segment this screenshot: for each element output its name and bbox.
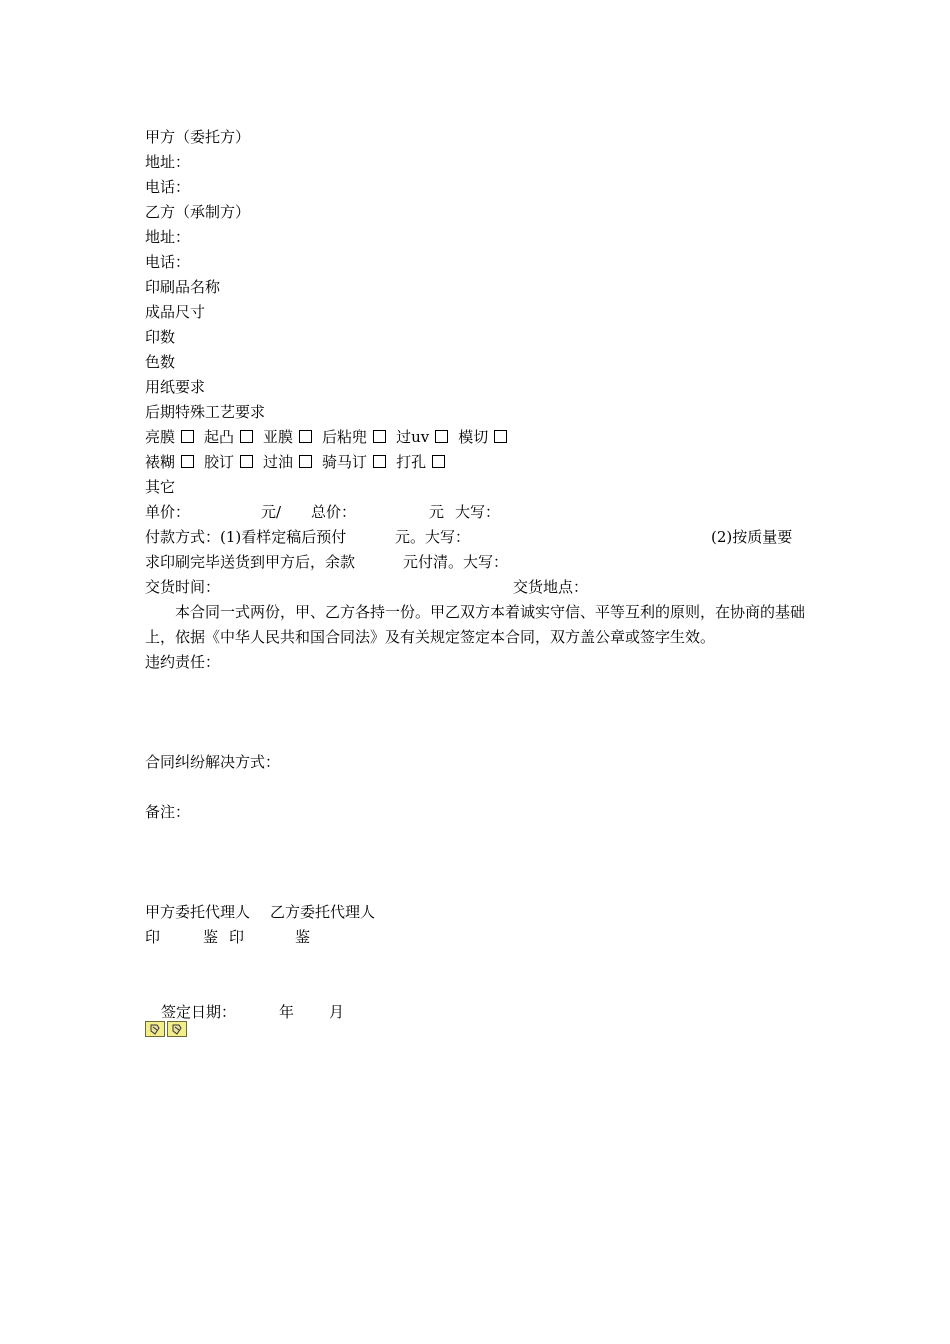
unit-price-label: 单价： [145, 503, 191, 521]
total-price-label: 总价： [311, 503, 357, 521]
checkbox[interactable] [240, 455, 253, 468]
dispute-label: 合同纠纷解决方式： [145, 753, 281, 771]
embedded-object-icon[interactable] [145, 1021, 165, 1037]
quantity-label: 印数 [145, 328, 176, 346]
option-item: 起凸 [204, 425, 263, 450]
checkbox[interactable] [373, 455, 386, 468]
payment-balance: 求印刷完毕送货到甲方后，余款 [145, 553, 356, 571]
seal-jian-a: 鉴 [203, 928, 219, 946]
checkbox[interactable] [181, 430, 194, 443]
contract-page [145, 125, 810, 1025]
party-a-address: 地址： [145, 153, 191, 171]
payment-balance-capital: 元付清。大写： [403, 553, 509, 571]
option-item: 后粘兜 [322, 425, 396, 450]
agents-line [145, 900, 810, 925]
yuan-label: 元 [429, 503, 445, 521]
payment-yuan-capital: 元。大写： [395, 528, 471, 546]
party-a-phone: 电话： [145, 178, 191, 196]
delivery-time-label: 交货时间： [145, 578, 221, 596]
option-item: 亚膜 [263, 425, 322, 450]
checkbox[interactable] [181, 455, 194, 468]
payment-line-2 [145, 550, 810, 575]
checkbox[interactable] [432, 455, 445, 468]
option-item: 亮膜 [145, 425, 204, 450]
contract-clause: 本合同一式两份，甲、乙方各持一份。甲乙双方本着诚实守信、平等互利的原则，在协商的基础上，依据《中华人民共和国合同法》及有关规定签定本合同，双方盖公章或签字生效。 [145, 603, 806, 646]
option-item: 骑马订 [322, 450, 396, 475]
sign-date-label: 签定日期： [161, 1003, 237, 1021]
checkbox[interactable] [240, 430, 253, 443]
payment-line-1 [145, 525, 810, 550]
payment-clause-2: (2)按质量要 [711, 528, 793, 546]
options-row-2 [145, 450, 810, 475]
sign-date-line [145, 1000, 810, 1025]
colors-label: 色数 [145, 353, 176, 371]
breach-label: 违约责任： [145, 653, 221, 671]
option-item: 模切 [458, 425, 517, 450]
seal-jian-b: 鉴 [295, 928, 311, 946]
checkbox[interactable] [435, 430, 448, 443]
sign-date-month: 月 [329, 1003, 345, 1021]
capital-label: 大写： [455, 503, 501, 521]
payment-label: 付款方式：(1)看样定稿后预付 [145, 528, 347, 546]
yuan-per-label: 元/ [261, 503, 282, 521]
seal-yin-a: 印 [145, 928, 161, 946]
remarks-label: 备注： [145, 803, 191, 821]
checkbox[interactable] [299, 455, 312, 468]
postpress-label: 后期特殊工艺要求 [145, 403, 266, 421]
delivery-line [145, 575, 810, 600]
option-item: 胶订 [204, 450, 263, 475]
product-name-label: 印刷品名称 [145, 278, 221, 296]
price-line [145, 500, 810, 525]
embedded-object-icon[interactable] [167, 1021, 187, 1037]
other-label: 其它 [145, 478, 176, 496]
seal-yin-b: 印 [229, 928, 245, 946]
party-b-title: 乙方（承制方） [145, 203, 251, 221]
option-item: 过油 [263, 450, 322, 475]
party-b-address: 地址： [145, 228, 191, 246]
paper-label: 用纸要求 [145, 378, 206, 396]
option-item: 过uv [396, 425, 458, 450]
checkbox[interactable] [299, 430, 312, 443]
checkbox[interactable] [494, 430, 507, 443]
party-b-agent: 乙方委托代理人 [270, 903, 376, 921]
party-a-title: 甲方（委托方） [145, 128, 251, 146]
party-a-agent: 甲方委托代理人 [145, 903, 251, 921]
seal-line [145, 925, 810, 950]
delivery-place-label: 交货地点： [513, 578, 589, 596]
size-label: 成品尺寸 [145, 303, 206, 321]
party-b-phone: 电话： [145, 253, 191, 271]
option-item: 打孔 [396, 450, 455, 475]
checkbox[interactable] [373, 430, 386, 443]
option-item: 裱糊 [145, 450, 204, 475]
embedded-object-icons [145, 1021, 187, 1037]
sign-date-year: 年 [279, 1003, 295, 1021]
options-row-1 [145, 425, 810, 450]
